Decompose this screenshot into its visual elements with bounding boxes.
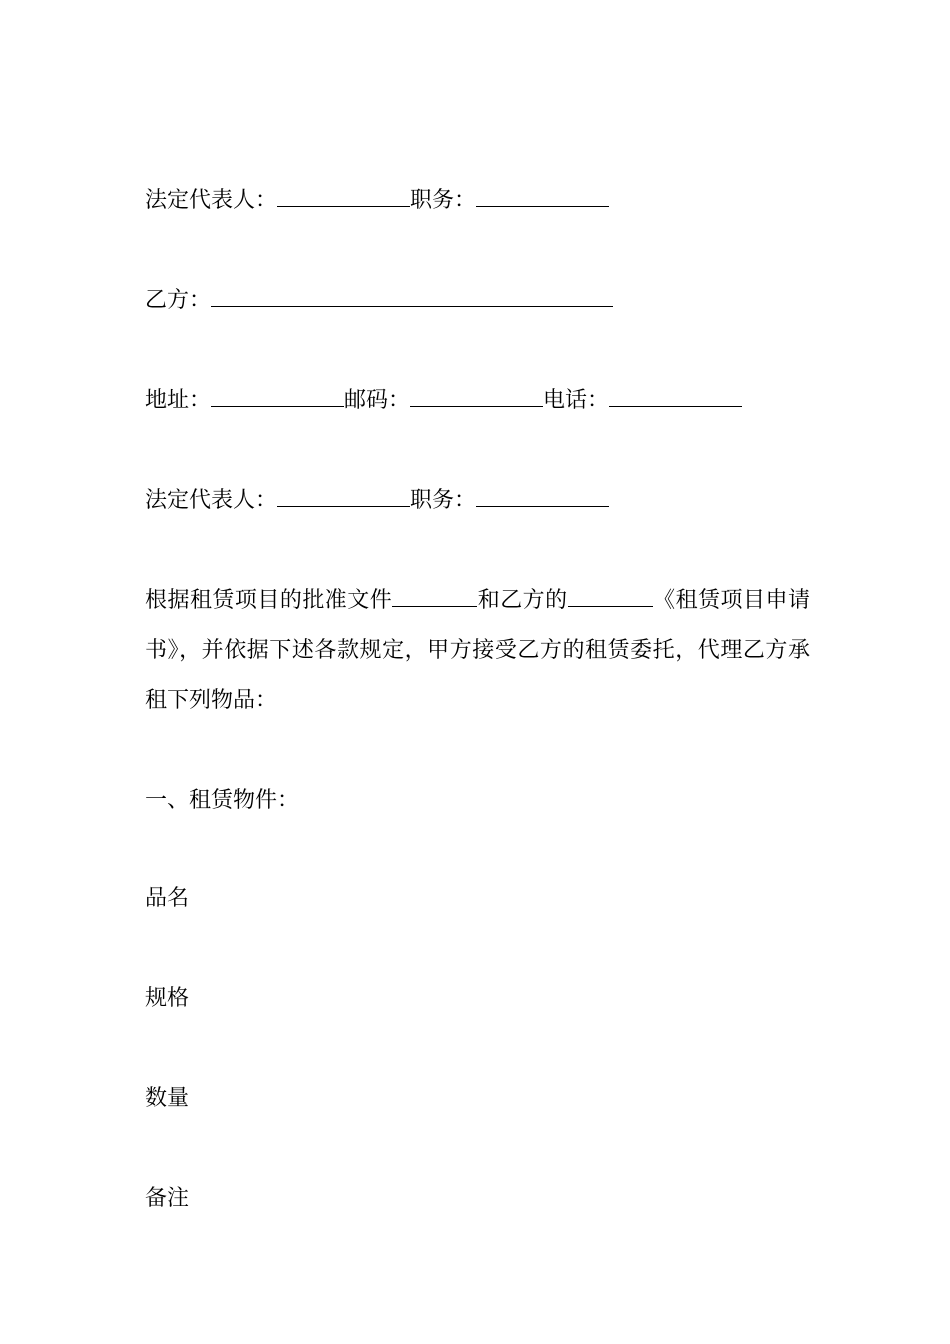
intro-part3: 《租赁项目申请书》，并依据下述各款规定，甲方接受乙方的租赁委托，代理乙方承租下列物品： (145, 588, 810, 713)
title-label: 职务： (410, 188, 477, 213)
item-remark-label: 备注 (145, 1186, 190, 1211)
postcode-label: 邮码： (344, 388, 411, 413)
title-label: 职务： (410, 488, 477, 513)
rep-blank (277, 188, 410, 207)
phone-blank (609, 388, 742, 407)
rep-label: 法定代表人： (145, 188, 278, 213)
item-spec-label: 规格 (145, 986, 190, 1011)
title-blank (476, 488, 609, 507)
intro-part2: 和乙方的 (477, 588, 568, 613)
rep-blank (277, 488, 410, 507)
title-blank (476, 188, 609, 207)
application-blank (568, 588, 653, 607)
rep-label: 法定代表人： (145, 488, 278, 513)
party-b-rep-line (145, 488, 609, 514)
section-heading: 一、租赁物件： (145, 788, 300, 813)
party-b-label: 乙方： (145, 288, 212, 313)
approval-doc-blank (392, 588, 477, 607)
postcode-blank (410, 388, 543, 407)
address-label: 地址： (145, 388, 212, 413)
intro-paragraph (145, 576, 810, 726)
address-blank (211, 388, 344, 407)
party-b-contact-line (145, 388, 742, 414)
phone-label: 电话： (543, 388, 610, 413)
item-name-label: 品名 (145, 886, 190, 911)
intro-part1: 根据租赁项目的批准文件 (145, 588, 393, 613)
party-b-blank (211, 288, 613, 307)
party-a-rep-line (145, 188, 609, 214)
item-quantity-label: 数量 (145, 1086, 190, 1111)
party-b-line (145, 288, 613, 314)
